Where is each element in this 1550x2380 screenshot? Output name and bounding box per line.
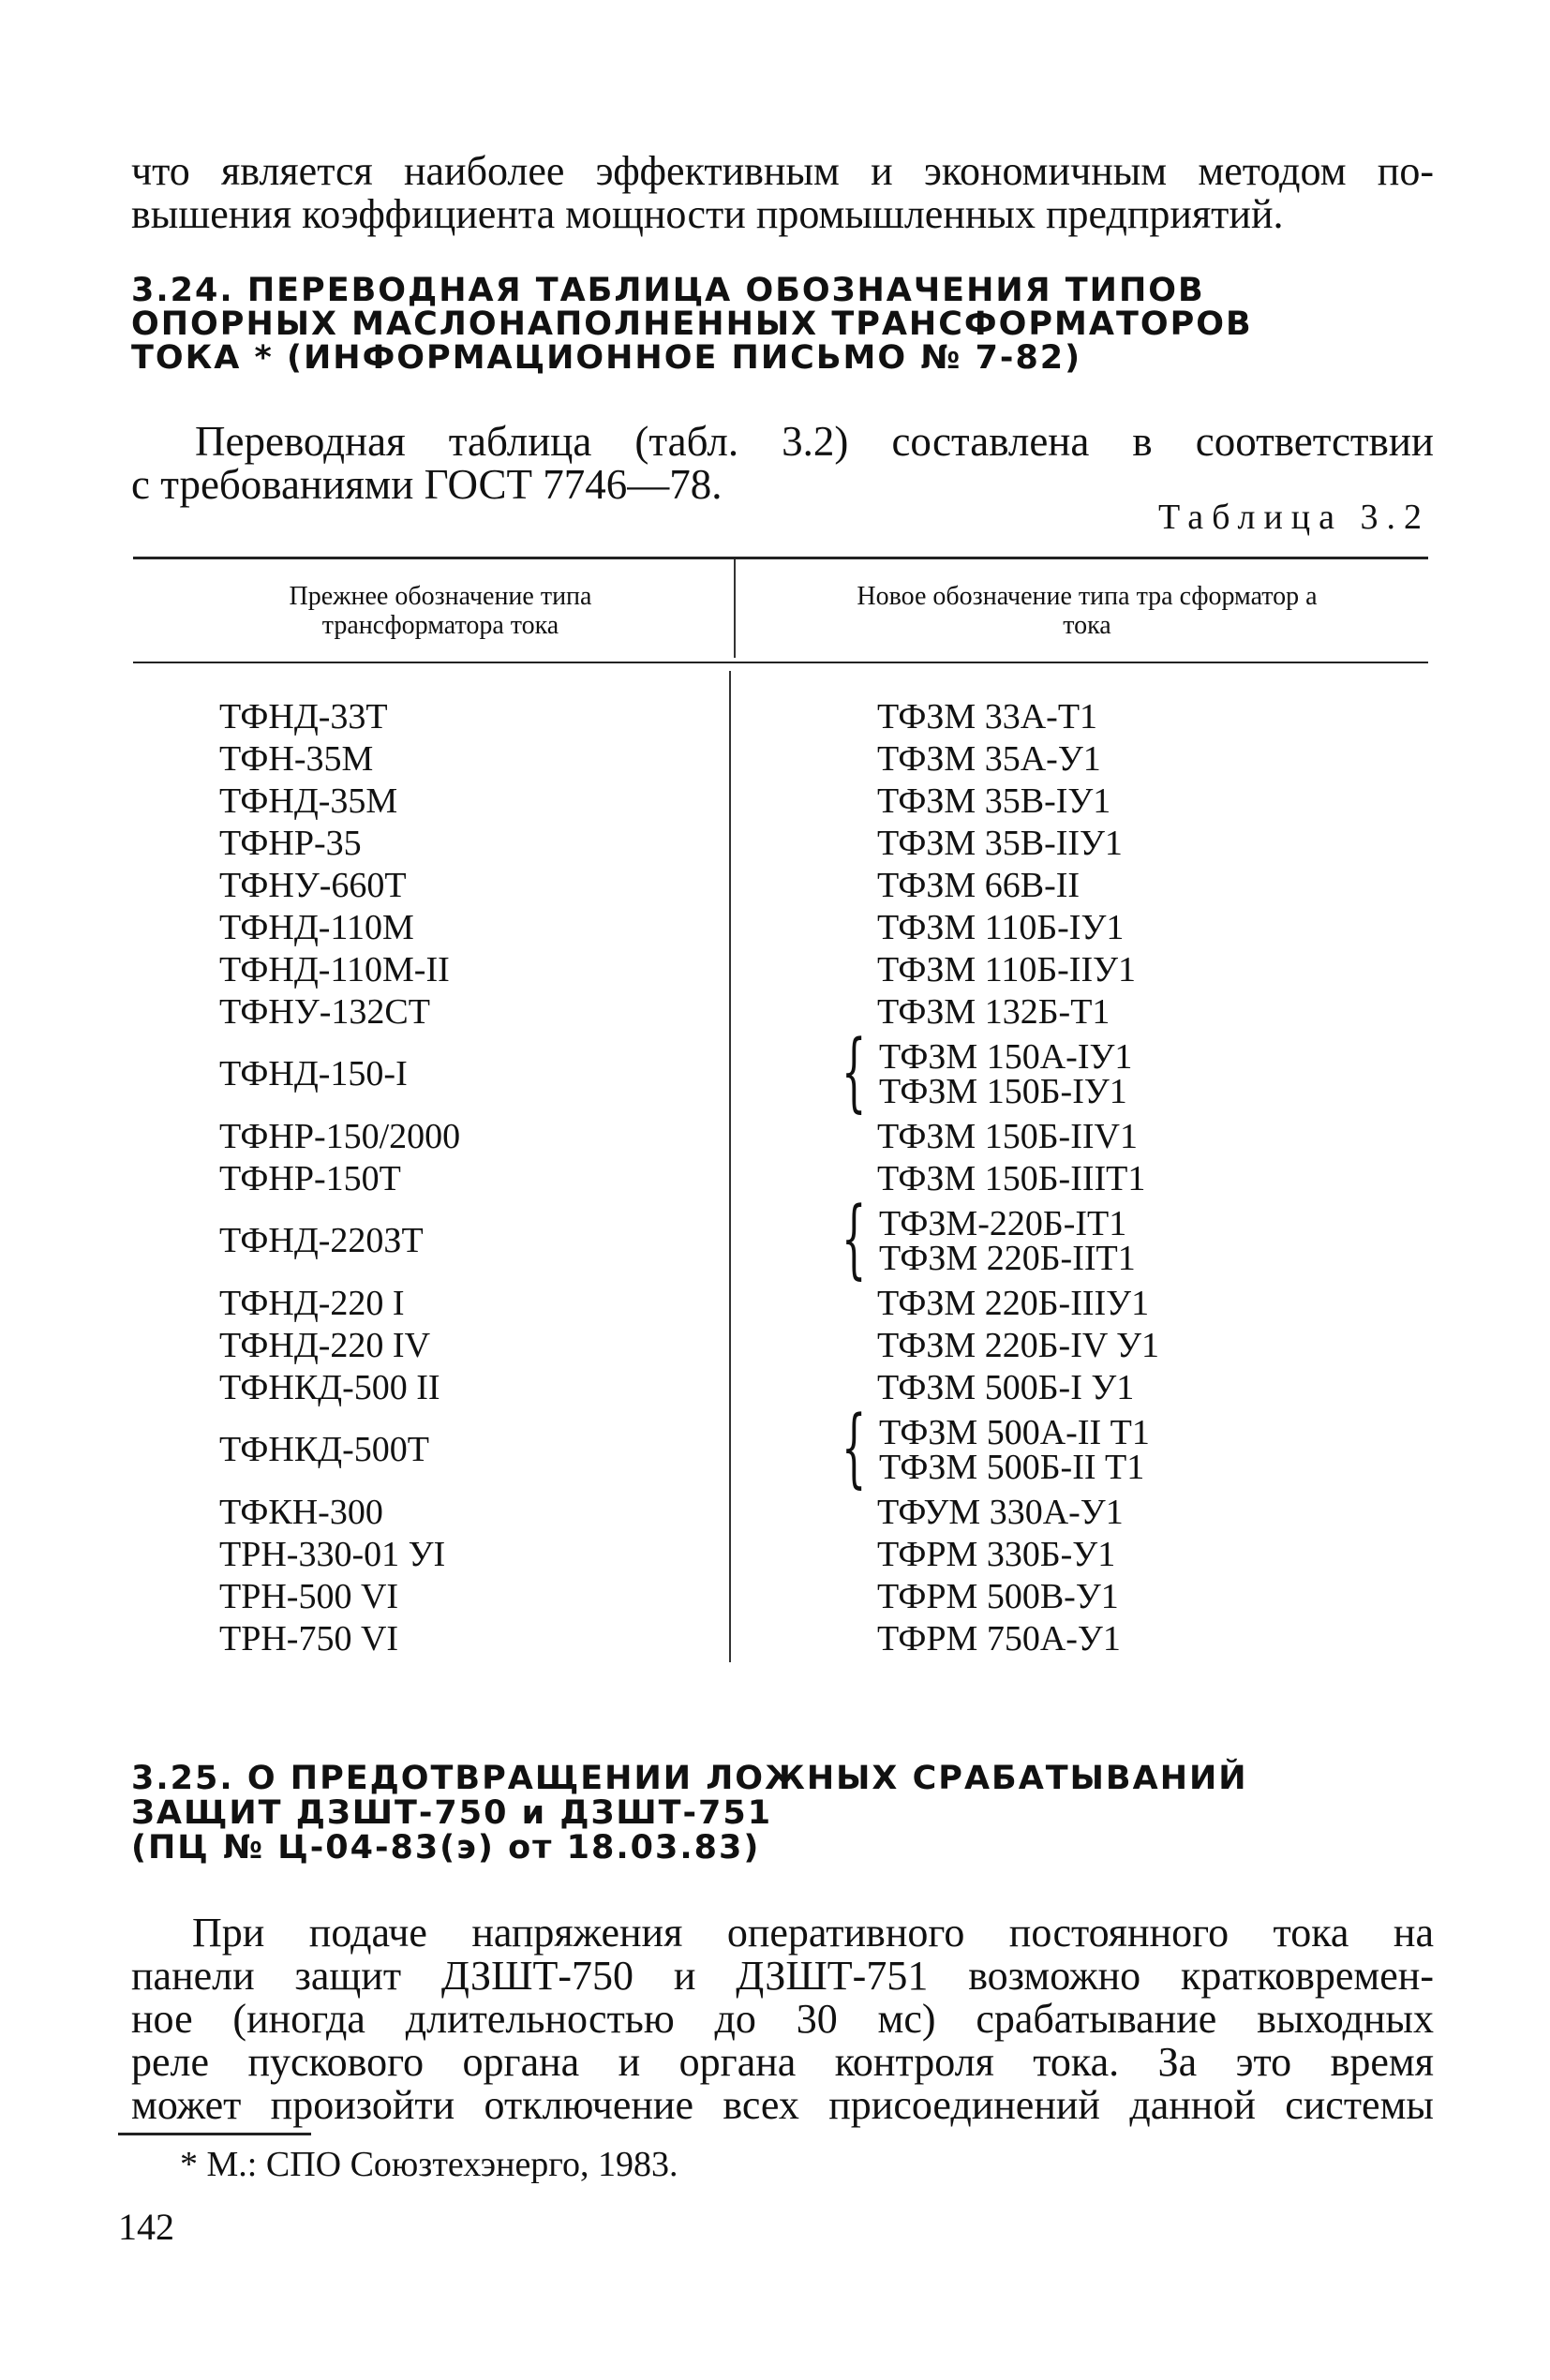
paragraph-line: панели защит ДЗШТ-750 и ДЗШТ-751 возможно кратковремен- <box>131 1953 1434 1999</box>
intro-line: вышения коэффициента мощности промышленных предприятий. <box>131 191 1284 237</box>
table-cell-new-designation: ТФЗМ 220Б-IIIУ1 <box>877 1283 1150 1323</box>
table-cell-new-designation: ТФЗМ 500Б-I У1 <box>877 1367 1135 1407</box>
page-number: 142 <box>118 2206 174 2248</box>
footnote-rule <box>118 2133 311 2135</box>
table-cell-new-designation: ТФЗМ 150Б-IУ1 <box>879 1072 1127 1111</box>
table-cell-old-designation: ТФНУ-132СТ <box>219 991 430 1032</box>
table-cell-new-designation: ТФЗМ 66В-II <box>877 865 1081 905</box>
table-caption: Таблица 3.2 <box>1157 498 1430 537</box>
table-cell-old-designation: ТФНКД-500 II <box>219 1367 440 1407</box>
table-cell-old-designation: ТФНКД-500Т <box>219 1430 429 1469</box>
table-cell-old-designation: ТРН-330-01 УI <box>219 1534 446 1574</box>
table-cell-old-designation: ТФНД-220ЗТ <box>219 1221 424 1260</box>
heading-line: ЗАЩИТ ДЗШТ-750 и ДЗШТ-751 <box>131 1794 773 1832</box>
table-cell-old-designation: ТФНР-150Т <box>219 1158 401 1198</box>
table-cell-old-designation: ТФКН-300 <box>219 1492 383 1532</box>
table-cell-old-designation: ТРН-750 VI <box>219 1618 399 1659</box>
table-cell-new-designation: ТФЗМ 150Б-IIV1 <box>877 1116 1138 1156</box>
intro-line: что является наиболее эффективным и экономичным методом по- <box>131 148 1434 194</box>
heading-line: 3.25. О ПРЕДОТВРАЩЕНИИ ЛОЖНЫХ СРАБАТЫВАНИЙ <box>131 1760 1248 1797</box>
paragraph-line: реле пускового органа и органа контроля тока. За это время <box>131 2039 1434 2085</box>
table-cell-new-designation: ТФЗМ 35В-IIУ1 <box>877 823 1123 863</box>
table-cell-new-designation: ТФЗМ 150А-IУ1 <box>879 1037 1133 1077</box>
paragraph-line: с требованиями ГОСТ 7746—78. <box>131 461 723 508</box>
table-cell-new-designation: ТФРМ 750А-У1 <box>877 1618 1121 1659</box>
table-cell-old-designation: ТФН-35М <box>219 738 374 779</box>
paragraph-line: Переводная таблица (табл. 3.2) составлена в соответствии <box>195 418 1434 465</box>
heading-line: (ПЦ № Ц-04-83(э) от 18.03.83) <box>131 1829 761 1867</box>
table-cell-old-designation: ТФНД-150-I <box>219 1054 408 1093</box>
column-header-line: трансформатора тока <box>321 611 559 640</box>
table-cell-new-designation: ТФЗМ 220Б-IIТ1 <box>879 1239 1136 1278</box>
table-cell-old-designation: ТФНД-35М <box>219 781 398 821</box>
table-cell-new-designation: ТФРМ 330Б-У1 <box>877 1534 1116 1574</box>
column-header-line: Прежнее обозначение типа <box>289 582 592 611</box>
table-cell-old-designation: ТФНД-220 I <box>219 1283 405 1323</box>
column-header-line: Новое обозначение типа тра сформатор а <box>857 582 1318 611</box>
grouping-brace: { <box>842 1021 867 1122</box>
table-cell-new-designation: ТФЗМ 110Б-IУ1 <box>877 907 1125 947</box>
paragraph-line: ное (иногда длительностью до 30 мс) срабатывание выходных <box>131 1996 1434 2042</box>
table-cell-new-designation: ТФЗМ 500Б-II Т1 <box>879 1448 1145 1487</box>
heading-line: ТОКА * (ИНФОРМАЦИОННОЕ ПИСЬМО № 7-82) <box>131 339 1082 377</box>
table-cell-old-designation: ТФНД-220 IV <box>219 1325 431 1365</box>
table-cell-old-designation: ТФНД-110М <box>219 907 414 947</box>
table-cell-new-designation: ТФРМ 500В-У1 <box>877 1576 1119 1616</box>
heading-line: 3.24. ПЕРЕВОДНАЯ ТАБЛИЦА ОБОЗНАЧЕНИЯ ТИПОВ <box>131 272 1205 309</box>
footnote: * М.: СПО Союзтехэнерго, 1983. <box>180 2145 678 2184</box>
table-cell-old-designation: ТФНД-33Т <box>219 696 388 736</box>
table-cell-new-designation: ТФЗМ 35А-У1 <box>877 738 1101 779</box>
table-cell-new-designation: ТФЗМ 500А-II Т1 <box>879 1413 1150 1452</box>
table-cell-new-designation: ТФЗМ 150Б-IIIТ1 <box>877 1158 1146 1198</box>
table-cell-old-designation: ТФНР-35 <box>219 823 362 863</box>
table-cell-old-designation: ТФНР-150/2000 <box>219 1116 461 1156</box>
grouping-brace: { <box>842 1397 867 1497</box>
table-cell-old-designation: ТФНД-110М-II <box>219 949 450 989</box>
section-3-25-heading <box>131 1762 1443 1866</box>
table-cell-new-designation: ТФЗМ-220Б-IТ1 <box>879 1204 1127 1243</box>
table-cell-new-designation: ТФЗМ 132Б-Т1 <box>877 991 1110 1032</box>
grouping-brace: { <box>842 1188 867 1288</box>
table-cell-new-designation: ТФЗМ 35В-IУ1 <box>877 781 1111 821</box>
table-cell-new-designation: ТФЗМ 33А-Т1 <box>877 696 1098 736</box>
paragraph-line: может произойти отключение всех присоединений данной системы <box>131 2082 1434 2128</box>
paragraph-line: При подаче напряжения оперативного постоянного тока на <box>192 1910 1434 1956</box>
column-header-line: тока <box>1063 611 1111 640</box>
heading-line: ОПОРНЫХ МАСЛОНАПОЛНЕННЫХ ТРАНСФОРМАТОРОВ <box>131 305 1253 343</box>
section-3-25-paragraph <box>131 1911 1434 2127</box>
table-cell-new-designation: ТФЗМ 110Б-IIУ1 <box>877 949 1137 989</box>
table-cell-new-designation: ТФЗМ 220Б-IV У1 <box>877 1325 1160 1365</box>
table-cell-old-designation: ТРН-500 VI <box>219 1576 399 1616</box>
table-cell-old-designation: ТФНУ-660Т <box>219 865 407 905</box>
table-cell-new-designation: ТФУМ 330А-У1 <box>877 1492 1124 1532</box>
